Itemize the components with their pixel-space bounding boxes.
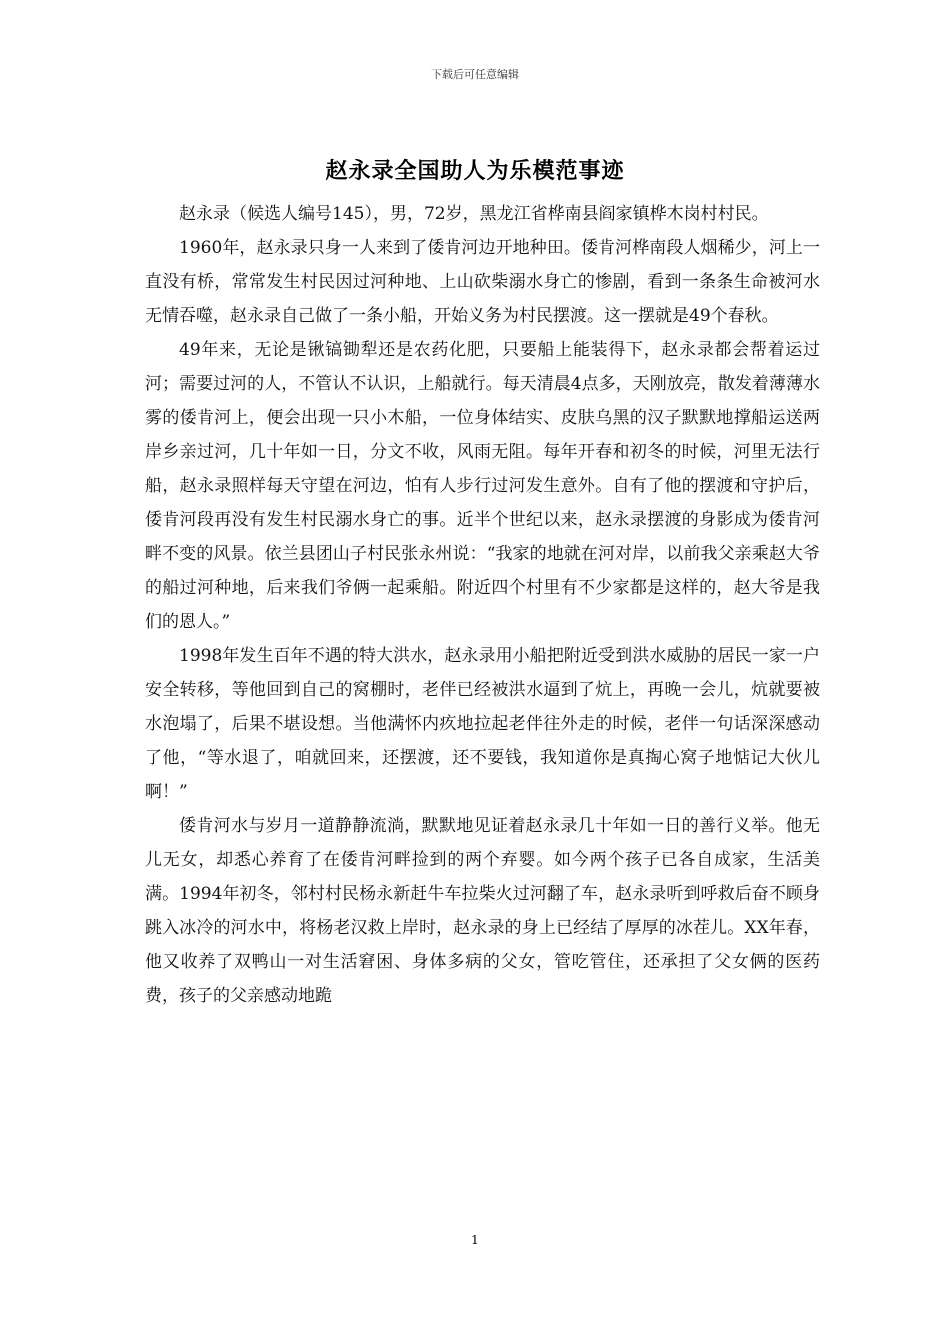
document-title: 赵永录全国助人为乐模范事迹 [325, 159, 625, 184]
paragraph: 倭肯河水与岁月一道静静流淌，默默地见证着赵永录几十年如一日的善行义举。他无儿无女，却悉心养育了在倭肯河畔捡到的两个弃婴。如今两个孩子已各自成家，生活美满。1994年初冬，邻村村民杨永新赶牛车拉柴火过河翻了车，赵永录听到呼救后奋不顾身跳入冰冷的河水中，将杨老汉救上岸时，赵永录的身上已经结了厚厚的冰茬儿。XX年春，他又收养了双鸭山一对生活窘困、身体多病的父女，管吃管住，还承担了父女俩的医药费，孩子的父亲感动地跪 [145, 816, 820, 1006]
paragraph: 1998年发生百年不遇的特大洪水，赵永录用小船把附近受到洪水威胁的居民一家一户安全转移，等他回到自己的窝棚时，老伴已经被洪水逼到了炕上，再晚一会儿，炕就要被水泡塌了，后果不堪设想。当他满怀内疚地拉起老伴往外走的时候，老伴一句话深深感动了他，“等水退了，咱就回来，还摆渡，还不要钱，我知道你是真掏心窝子地惦记大伙儿啊！” [145, 646, 820, 802]
page-number: 1 [471, 1233, 479, 1247]
paragraph: 赵永录（候选人编号145），男，72岁，黑龙江省桦南县阎家镇桦木岗村村民。 [179, 204, 769, 224]
paragraph: 1960年，赵永录只身一人来到了倭肯河边开地种田。倭肯河桦南段人烟稀少，河上一直没有桥，常常发生村民因过河种地、上山砍柴溺水身亡的惨剧，看到一条条生命被河水无情吞噬，赵永录自己做了一条小船，开始义务为村民摆渡。这一摆就是49个春秋。 [145, 238, 820, 326]
paragraph: 49年来，无论是锹镐锄犁还是农药化肥，只要船上能装得下，赵永录都会帮着运过河；需要过河的人，不管认不认识，上船就行。每天清晨4点多，天刚放亮，散发着薄薄水雾的倭肯河上，便会出现一只小木船，一位身体结实、皮肤乌黑的汉子默默地撑船运送两岸乡亲过河，几十年如一日，分文不收，风雨无阻。每年开春和初冬的时候，河里无法行船，赵永录照样每天守望在河边，怕有人步行过河发生意外。自有了他的摆渡和守护后，倭肯河段再没有发生村民溺水身亡的事。近半个世纪以来，赵永录摆渡的身影成为倭肯河畔不变的风景。依兰县团山子村民张永州说：“我家的地就在河对岸，以前我父亲乘赵大爷的船过河种地，后来我们爷俩一起乘船。附近四个村里有不少家都是这样的，赵大爷是我们的恩人。” [145, 340, 820, 632]
document-body [145, 197, 820, 1013]
header-note: 下载后可任意编辑 [431, 68, 519, 81]
